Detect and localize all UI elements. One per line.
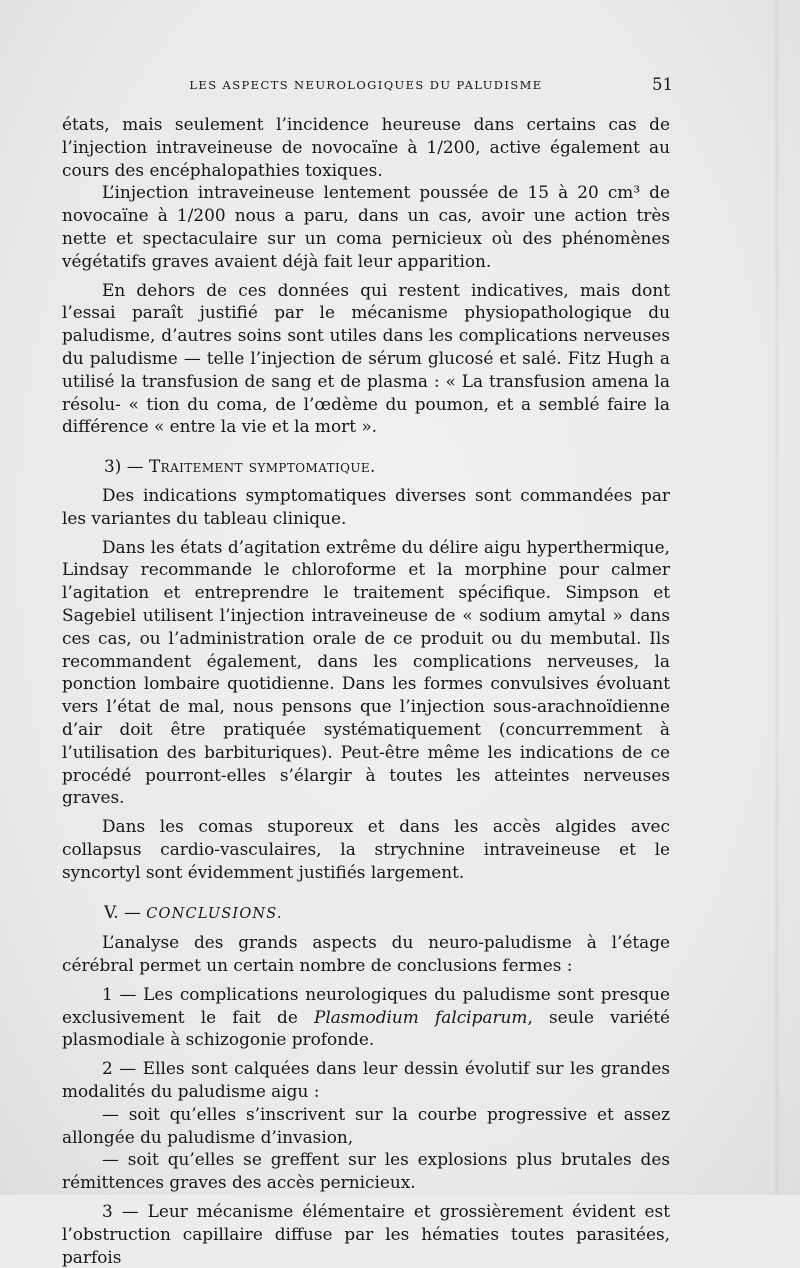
conclusion-item-2a: — soit qu’elles s’inscrivent sur la courbe progressive et assez allongée du paludisme d’invasion, [62,1103,670,1147]
section-title: Traitement symptomatique. [148,456,376,477]
conclusion-item-2: 2 — Elles sont calquées dans leur dessin évolutif sur les grandes modalités du paludisme aigu : [62,1058,670,1102]
paragraph-continued: états, mais seulement l’incidence heureuse dans certains cas de l’injection intraveineuse de novocaïne à 1/200, active également au cours des encéphalopathies toxiques. [62,114,670,180]
conclusion-item-1 [62,983,670,1051]
section-number: 3) — [104,456,149,477]
page-number: 51 [652,75,673,94]
running-header [62,75,673,94]
conclusion-item-3: 3 — Leur mécanisme élémentaire et grossièrement évident est l’obstruction capillaire diffuse par les hématies toutes parasitées, parfois [62,1201,670,1267]
item-text: 1 — Les complications neurologiques du paludisme sont presque exclusivement le fait de [62,983,670,1027]
section-heading-conclusions [62,901,670,926]
page-fold-shadow [774,0,780,1195]
paragraph-analysis: L’analyse des grands aspects du neuro-paludisme à l’étage cérébral permet un certain nombre de conclusions fermes : [62,932,670,976]
paragraph-other-treatments: En dehors de ces données qui restent indicatives, mais dont l’essai paraît justifié par le mécanisme physiopathologique du paludisme, d’autres soins sont utiles dans les complications nerveuses du paludisme — telle l’injection de sérum glucosé et salé. Fitz Hugh a utilisé la transfusion de sang et de plasma : « La transfusion amena la résolu- « tion du coma, de l’œdème du poumon, et a semblé faire la différence « entre la vie et la mort ». [62,279,670,437]
conclusion-item-2b: — soit qu’elles se greffent sur les explosions plus brutales des rémittences graves des accès pernicieux. [62,1149,670,1193]
species-name: Plasmodium falciparum [314,1006,528,1027]
item-text: , seule variété plasmodiale à schizogonie profonde. [62,1006,671,1050]
section-title: CONCLUSIONS. [146,905,283,922]
paragraph-indications: Des indications symptomatiques diverses sont commandées par les variantes du tableau clinique. [62,484,670,528]
section-number: V. — [104,901,147,922]
section-heading-symptomatic [62,455,670,478]
running-title: LES ASPECTS NEUROLOGIQUES DU PALUDISME [189,78,543,92]
paragraph-comas: Dans les comas stuporeux et dans les accès algides avec collapsus cardio-vasculaires, la strychnine intraveineuse et le syncortyl sont évidemment justifiés largement. [62,816,670,882]
paragraph-agitation: Dans les états d’agitation extrême du délire aigu hyperthermique, Lindsay recommande le chloroforme et la morphine pour calmer l’agitation et entreprendre le traitement spécifique. Simpson et Sagebiel utilisent l’injection intraveineuse de « sodium amytal » dans ces cas, ou l’administration orale de ce produit ou du membutal. Ils recommandent également, dans les complications nerveuses, la ponction lombaire quotidienne. Dans les formes convulsives évoluant vers l’état de mal, nous pensons que l’injection sous-arachnoïdienne d’air doit être pratiquée systématiquement (concurremment à l’utilisation des barbituriques). Peut-être même les indications de ce procédé pourront-elles s’élargir à toutes les atteintes nerveuses graves. [62,536,670,808]
paragraph-novocaine: L’injection intraveineuse lentement poussée de 15 à 20 cm³ de novocaïne à 1/200 nous a paru, dans un cas, avoir une action très nette et spectaculaire sur un coma pernicieux où des phénomènes végétatifs graves avaient déjà fait leur apparition. [62,182,670,271]
